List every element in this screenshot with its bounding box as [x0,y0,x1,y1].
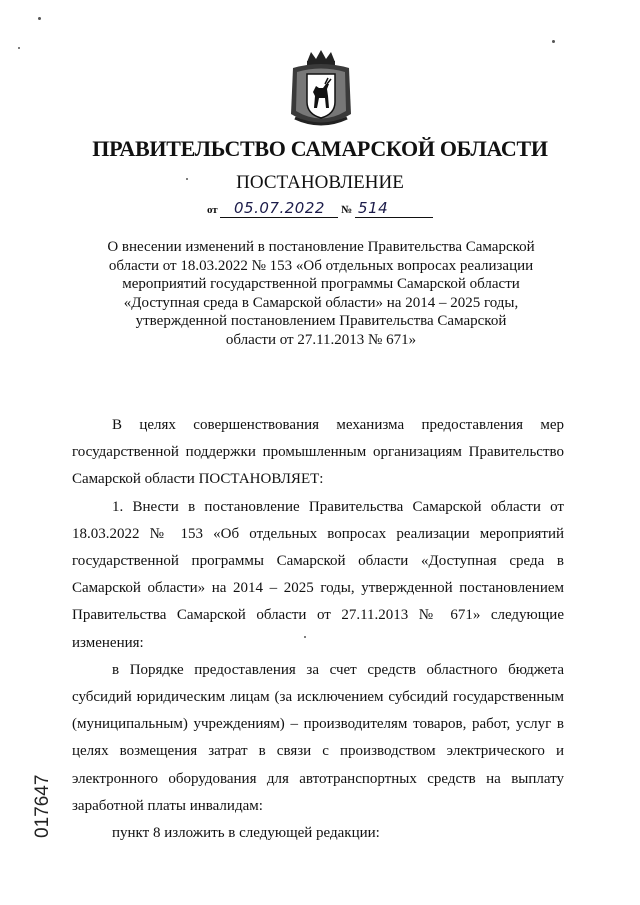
subject-line: мероприятий государственной программы Самарской области [122,276,520,293]
document-subject [90,238,552,350]
document-body [72,412,564,847]
subject-line: утвержденной постановлением Правительства Самарской [135,313,507,330]
subject-line: О внесении изменений в постановление Правительства Самарской [107,239,535,255]
body-paragraph: 1. Внести в постановление Правительства Самарской области от 18.03.2022 № 153 «Об отдельных вопросах реализации мероприятий государственной программы Самарской области «Доступная среда в Самарской области» на 2014 – 2025 годы, утвержденной постановлением Правительства Самарской области от 27.11.2013 № 671» следующие изменения: [72,498,564,651]
date-label: от [206,204,218,216]
scan-speck [18,47,20,49]
subject-line: области от 18.03.2022 № 153 «Об отдельных вопросах реализации [108,257,534,274]
subject-line: «Доступная среда в Самарской области» на 2014 – 2025 годы, [123,294,519,311]
registration-number: 017647 [32,774,53,838]
body-paragraph: В целях совершенствования механизма предоставления мер государственной поддержки промышленным организациям Правительство Самарской области ПОСТАНОВЛЯЕТ: [72,417,564,488]
document-date: 05.07.2022 [220,199,338,218]
government-title: ПРАВИТЕЛЬСТВО САМАРСКОЙ ОБЛАСТИ [92,136,548,161]
scan-speck [304,636,306,638]
document-date-number [0,199,640,218]
scan-speck [552,40,555,43]
scan-speck [38,17,41,20]
number-label: № [341,204,353,216]
document-type: ПОСТАНОВЛЕНИЕ [236,172,404,193]
subject-line: области от 27.11.2013 № 671» [225,331,417,348]
body-paragraph: пункт 8 изложить в следующей редакции: [112,825,380,842]
scan-speck [186,178,188,180]
document-number: 514 [355,199,433,218]
samara-coat-of-arms-icon [285,48,357,132]
body-paragraph: в Порядке предоставления за счет средств областного бюджета субсидий юридическим лицам (за исключением субсидий государственным (муниципальным) учреждениям) – производителям товаров, работ, услуг в целях возмещения затрат в связи с производством электрического и электронного оборудования для автотранспортных средств на выплату заработной платы инвалидам: [72,661,564,814]
